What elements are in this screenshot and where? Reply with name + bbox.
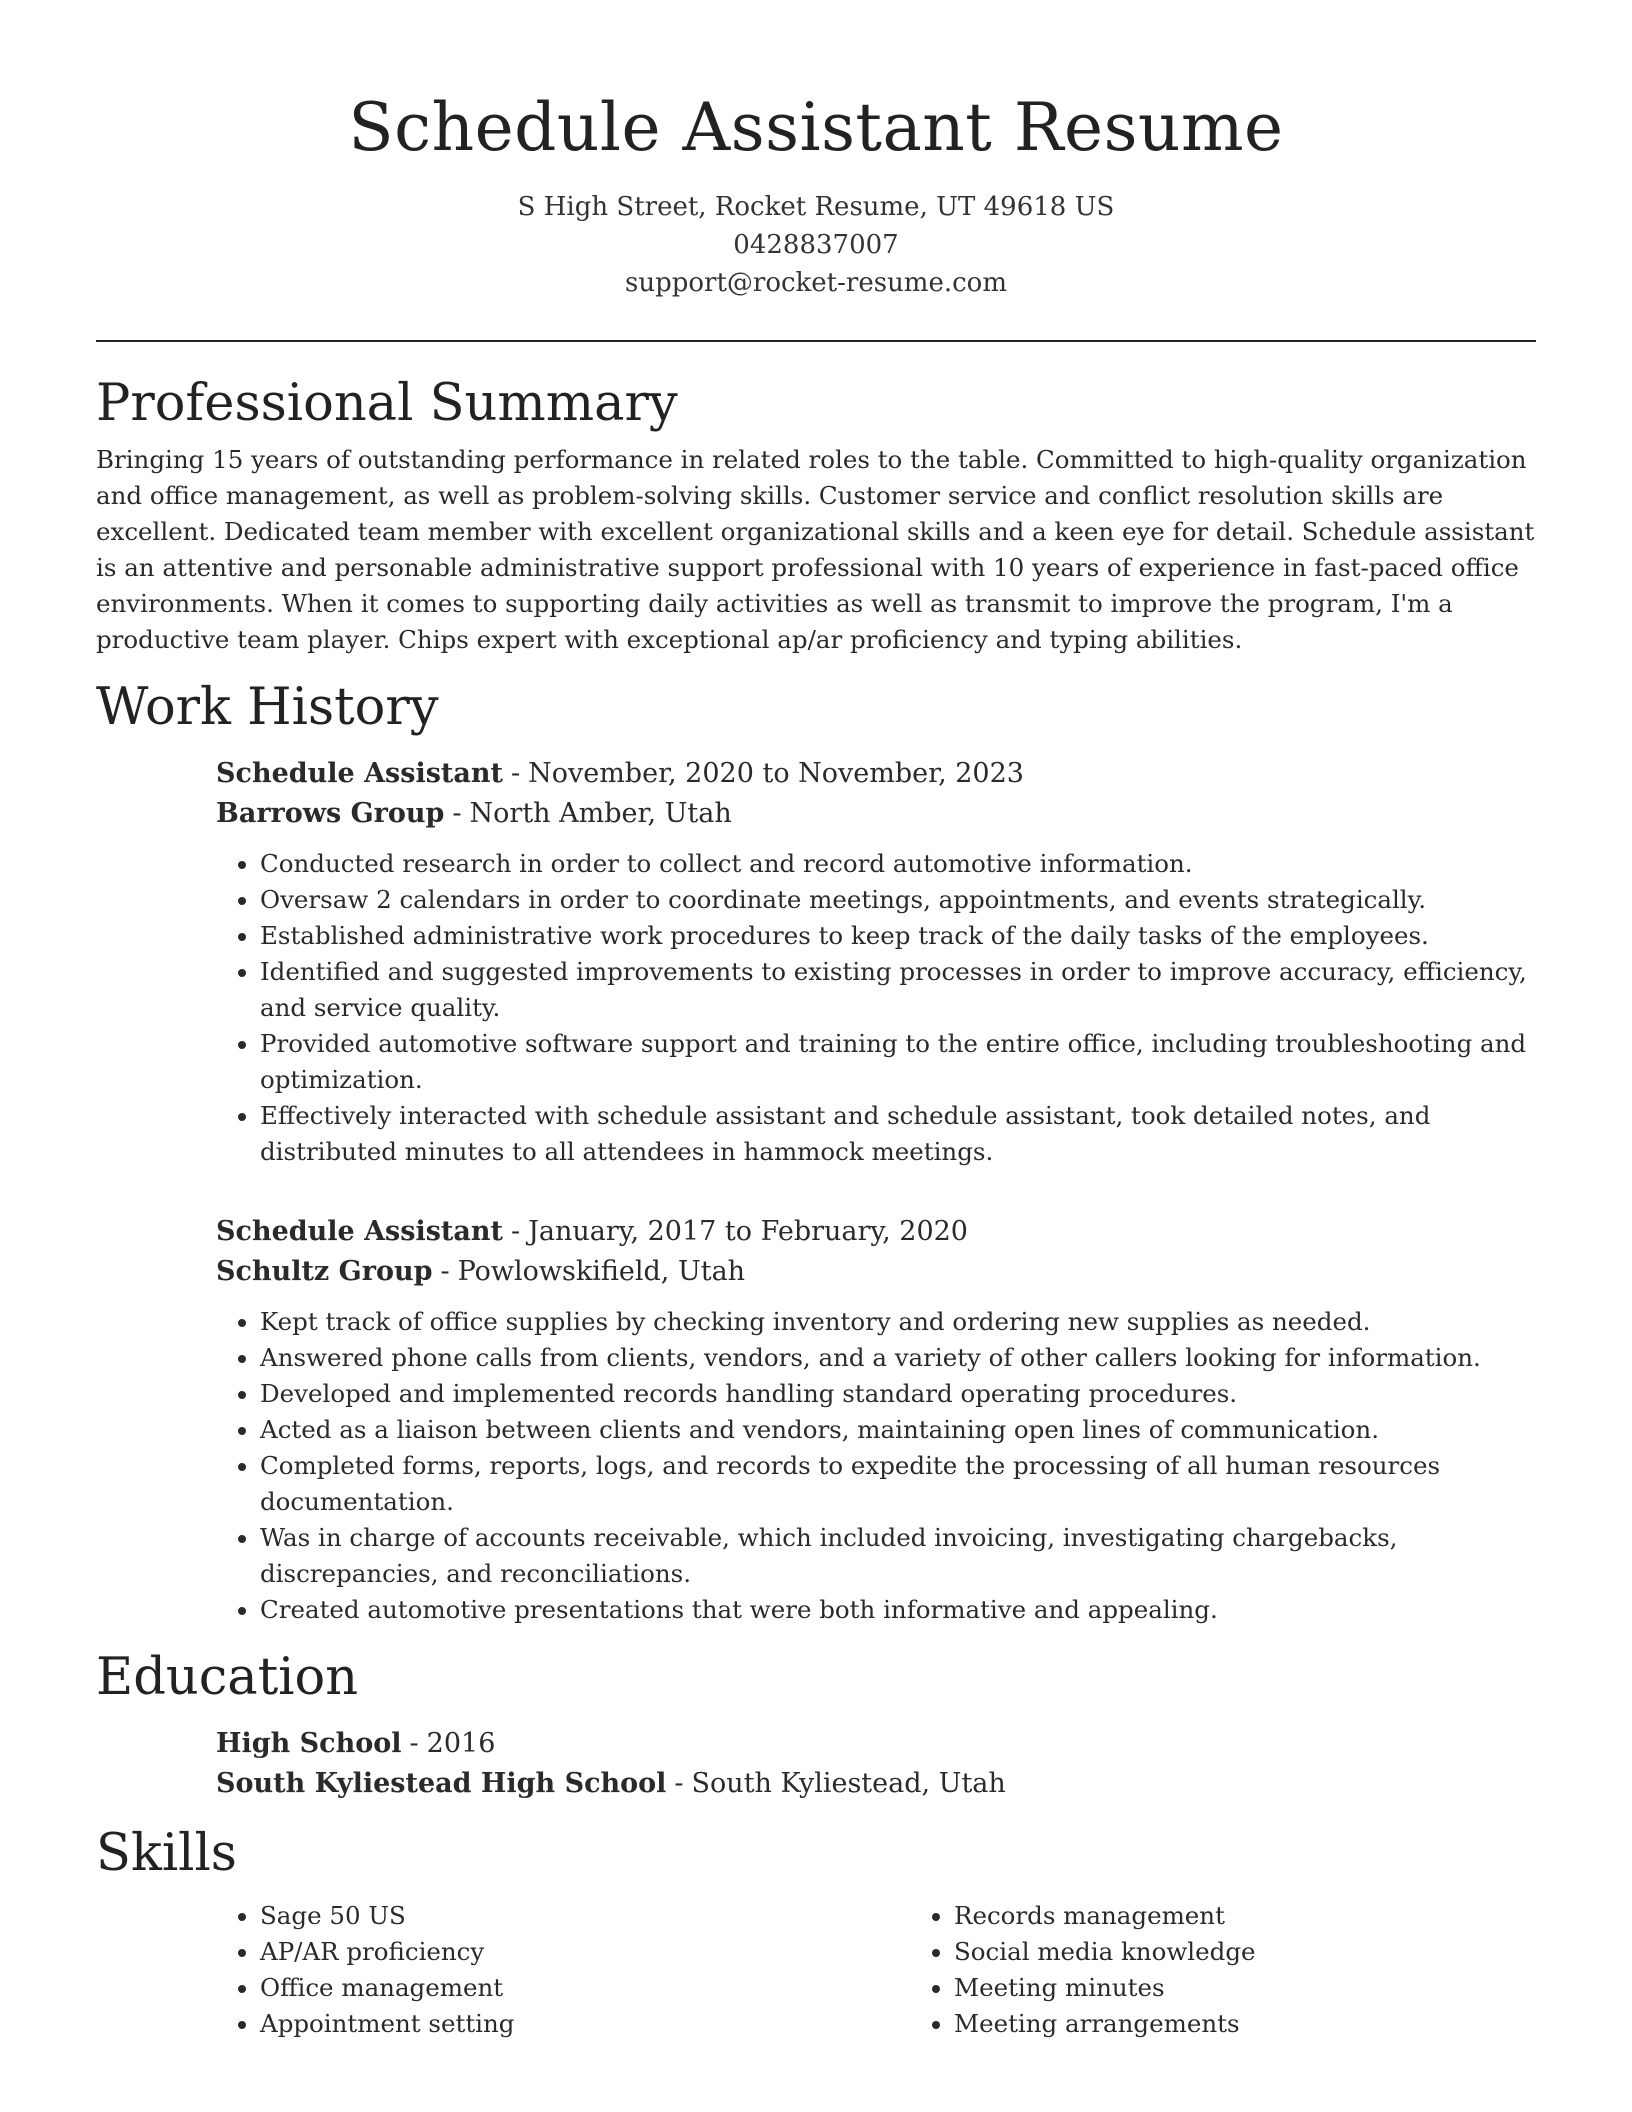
- education-year: 2016: [426, 1728, 496, 1759]
- list-item: • Conducted research in order to collect and record automotive information.: [260, 846, 1536, 882]
- skills-list-left: [216, 1898, 910, 2042]
- job-duties-list: [216, 1304, 1536, 1628]
- list-item: • Answered phone calls from clients, vendors, and a variety of other callers looking for information.: [260, 1340, 1536, 1376]
- list-item: • Meeting minutes: [954, 1970, 1604, 2006]
- list-item: • Completed forms, reports, logs, and records to expedite the processing of all human resources documentation.: [260, 1448, 1536, 1520]
- education-degree: High School: [216, 1728, 402, 1759]
- education-heading: Education: [96, 1648, 359, 1707]
- list-item: • Office management: [260, 1970, 910, 2006]
- separator: -: [409, 1728, 419, 1759]
- separator: -: [452, 798, 462, 829]
- header-divider: [96, 340, 1536, 342]
- contact-info: [96, 188, 1536, 302]
- summary-heading: Professional Summary: [96, 374, 678, 433]
- skills-list-right: [910, 1898, 1604, 2042]
- separator: -: [510, 758, 521, 789]
- summary-text: Bringing 15 years of outstanding performance in related roles to the table. Committed to high-quality organization and office management, as well as problem-solving skills. Customer service and conflict resolution skills are excellent. Dedicated team member with excellent organizational skills and a keen eye for detail. Schedule assistant is an attentive and personable administrative support professional with 10 years of experience in fast-paced office environments. When it comes to supporting daily activities as well as transmit to improve the program, I'm a productive team player. Chips expert with exceptional ap/ar proficiency and typing abilities.: [96, 445, 1535, 654]
- job-dates: November, 2020 to November, 2023: [528, 758, 1024, 789]
- contact-address: S High Street, Rocket Resume, UT 49618 US: [517, 192, 1115, 222]
- list-item: • Kept track of office supplies by checking inventory and ordering new supplies as needed.: [260, 1304, 1536, 1340]
- education-entry: [216, 1724, 1536, 1804]
- list-item: • Identified and suggested improvements to existing processes in order to improve accuracy, efficiency, and service quality.: [260, 954, 1536, 1026]
- list-item: • Effectively interacted with schedule assistant and schedule assistant, took detailed notes, and distributed minutes to all attendees in hammock meetings.: [260, 1098, 1536, 1170]
- contact-email: support@rocket-resume.com: [624, 268, 1007, 298]
- work-history-heading: Work History: [96, 678, 439, 737]
- education-location: South Kyliestead, Utah: [691, 1768, 1006, 1799]
- job-company: Schultz Group: [216, 1256, 433, 1287]
- list-item: • Was in charge of accounts receivable, which included invoicing, investigating chargebacks, discrepancies, and reconciliations.: [260, 1520, 1536, 1592]
- list-item: • AP/AR proficiency: [260, 1934, 910, 1970]
- education-school: South Kyliestead High School: [216, 1768, 667, 1799]
- list-item: • Appointment setting: [260, 2006, 910, 2042]
- job-entry: [216, 754, 1536, 1170]
- list-item: • Sage 50 US: [260, 1898, 910, 1934]
- list-item: • Developed and implemented records handling standard operating procedures.: [260, 1376, 1536, 1412]
- list-item: • Created automotive presentations that were both informative and appealing.: [260, 1592, 1536, 1628]
- list-item: • Oversaw 2 calendars in order to coordinate meetings, appointments, and events strategically.: [260, 882, 1536, 918]
- list-item: • Social media knowledge: [954, 1934, 1604, 1970]
- education-school-line: [216, 1764, 1536, 1804]
- work-history-section: [96, 676, 1536, 1628]
- job-duties-list: [216, 846, 1536, 1170]
- separator: -: [510, 1216, 521, 1247]
- list-item: • Acted as a liaison between clients and vendors, maintaining open lines of communication.: [260, 1412, 1536, 1448]
- resume-header: [96, 0, 1536, 302]
- list-item: • Provided automotive software support and training to the entire office, including troubleshooting and optimization.: [260, 1026, 1536, 1098]
- separator: -: [440, 1256, 450, 1287]
- professional-summary-section: [96, 372, 1536, 658]
- job-company-line: [216, 1252, 1536, 1292]
- job-entry: [216, 1212, 1536, 1628]
- contact-phone: 0428837007: [733, 230, 899, 260]
- separator: -: [674, 1768, 684, 1799]
- job-dates: January, 2017 to February, 2020: [528, 1216, 968, 1247]
- resume-page: [96, 0, 1536, 2042]
- education-section: [96, 1646, 1536, 1804]
- job-location: North Amber, Utah: [469, 798, 732, 829]
- job-title: Schedule Assistant: [216, 758, 503, 789]
- list-item: • Meeting arrangements: [954, 2006, 1604, 2042]
- list-item: • Records management: [954, 1898, 1604, 1934]
- job-company-line: [216, 794, 1536, 834]
- list-item: • Established administrative work procedures to keep track of the daily tasks of the employees.: [260, 918, 1536, 954]
- resume-title: Schedule Assistant Resume: [348, 89, 1284, 166]
- job-title-line: [216, 754, 1536, 794]
- job-title: Schedule Assistant: [216, 1216, 503, 1247]
- job-location: Powlowskifield, Utah: [457, 1256, 746, 1287]
- skills-heading: Skills: [96, 1824, 237, 1883]
- education-degree-line: [216, 1724, 1536, 1764]
- skills-section: [96, 1822, 1536, 2042]
- job-title-line: [216, 1212, 1536, 1252]
- skills-columns: [216, 1898, 1536, 2042]
- job-company: Barrows Group: [216, 798, 445, 829]
